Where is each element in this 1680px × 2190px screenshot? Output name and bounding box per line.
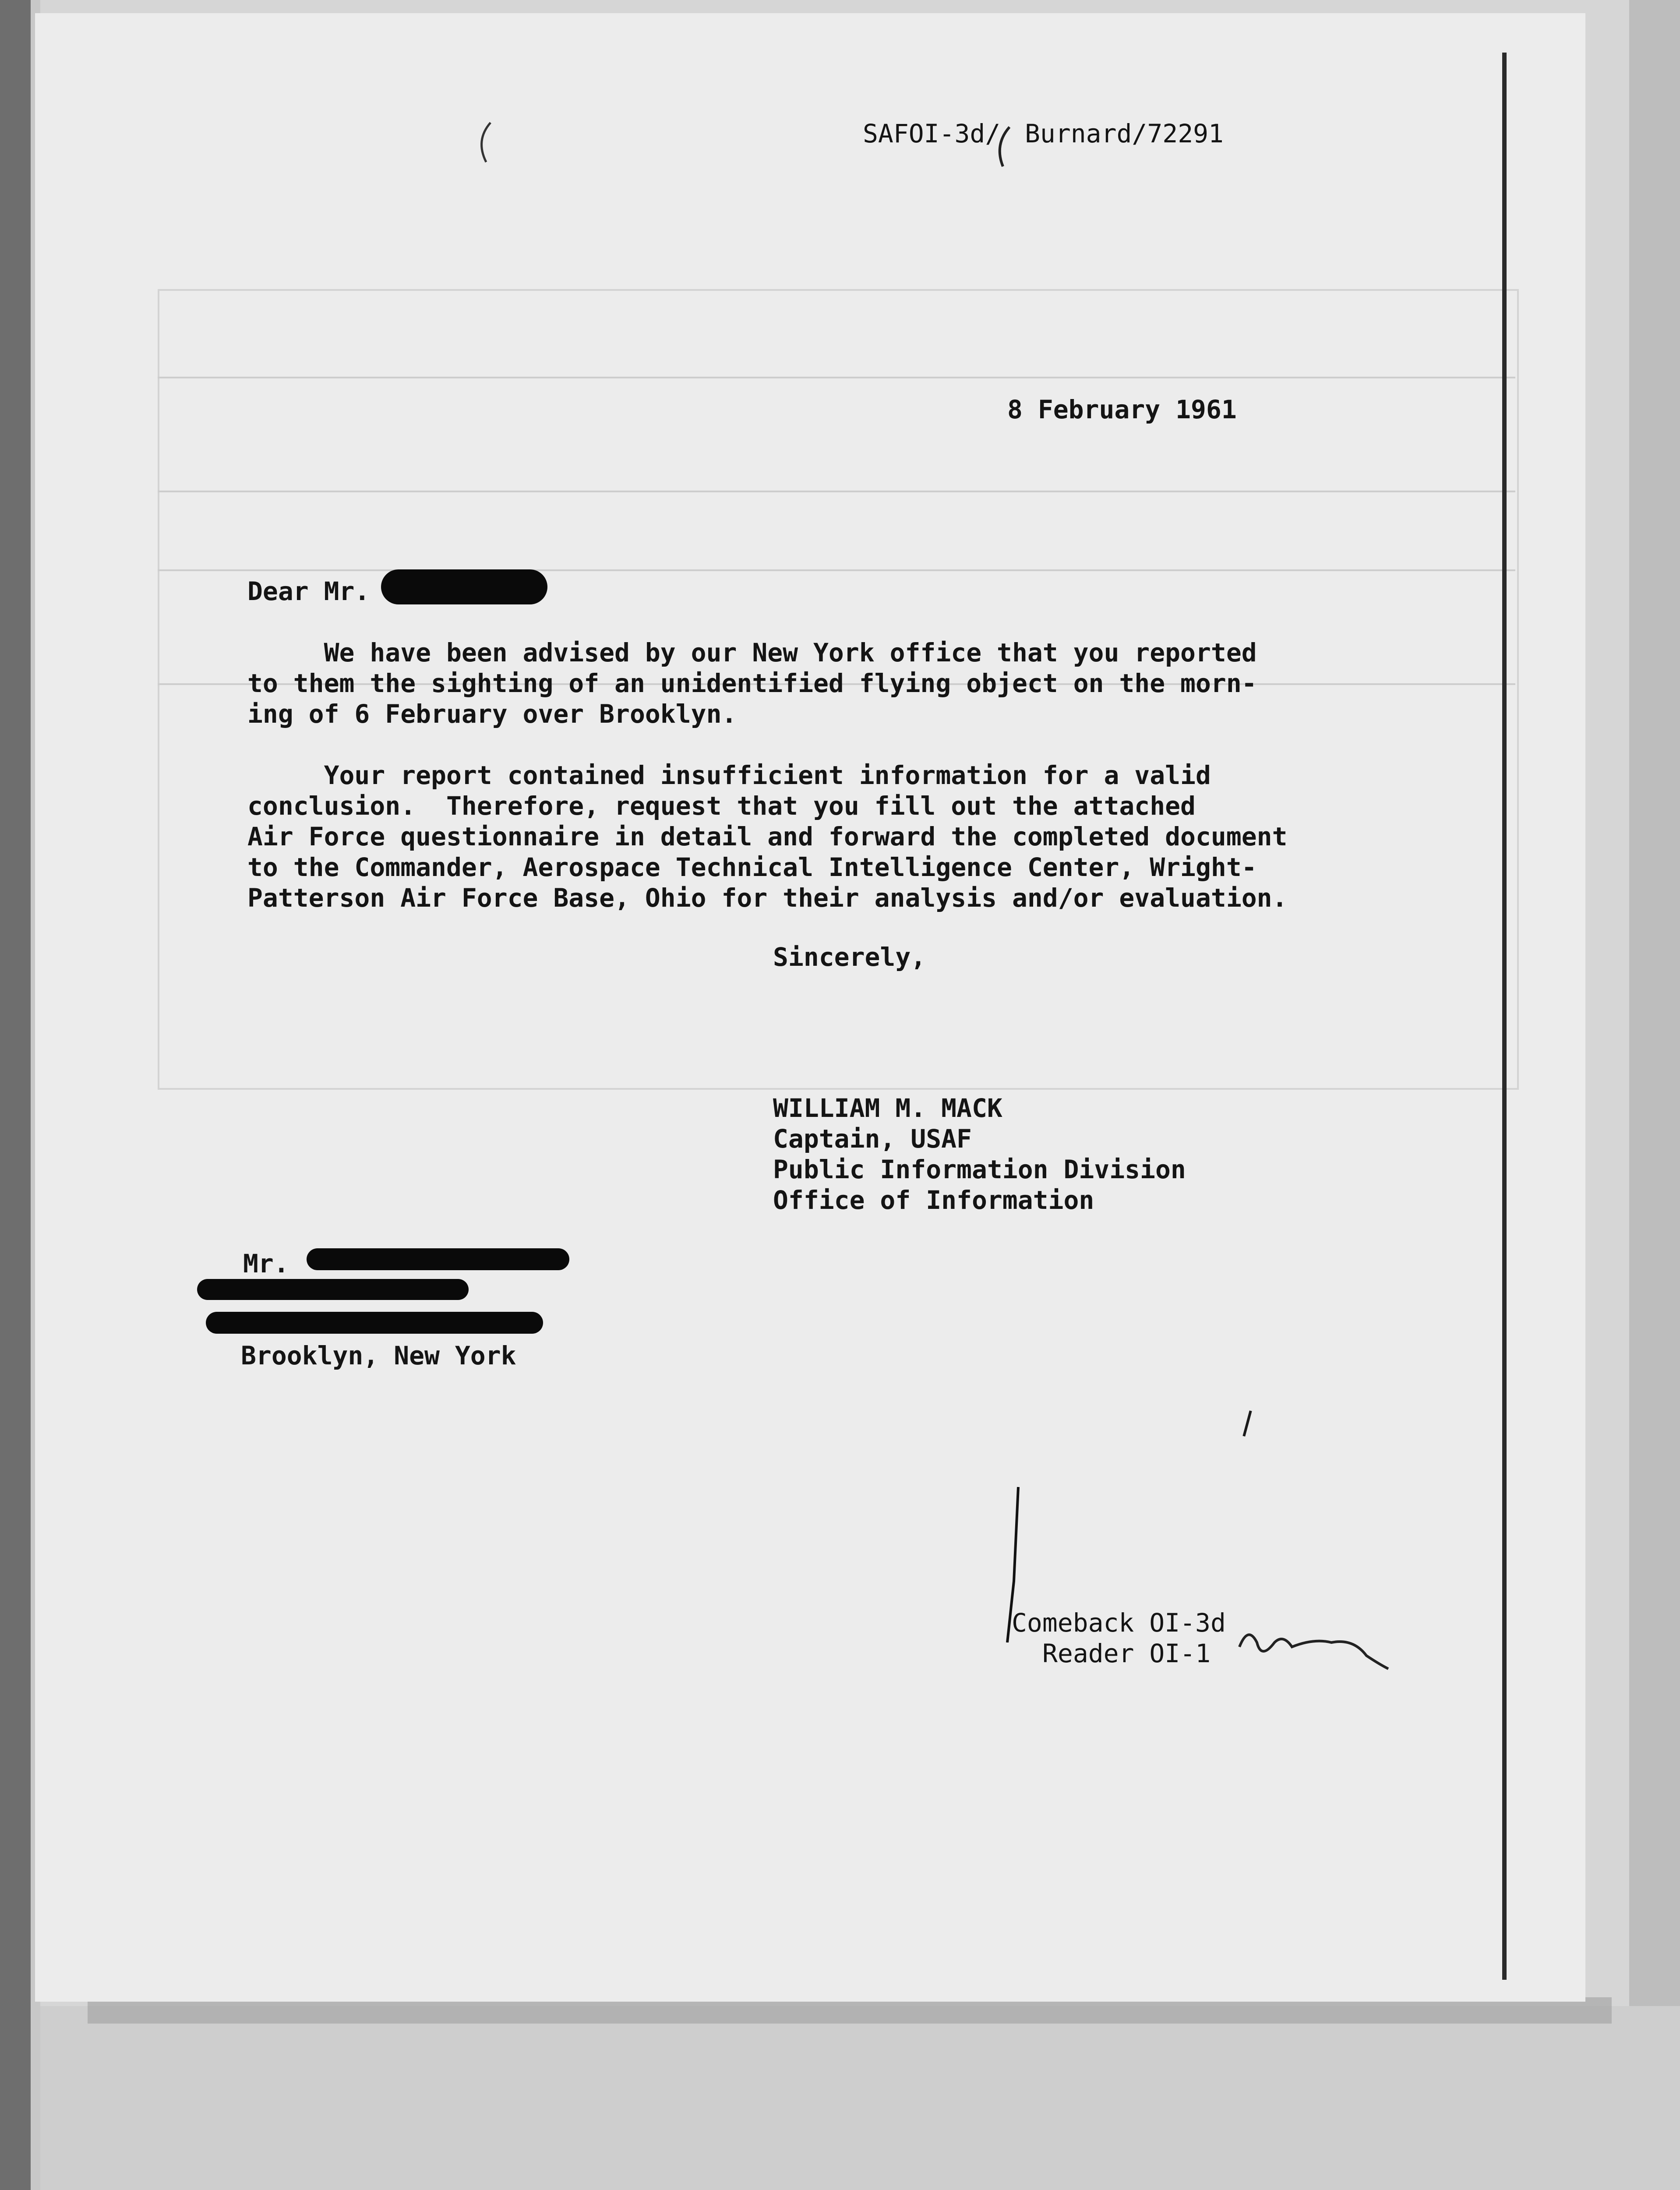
redaction-bar [197, 1279, 469, 1300]
salutation: Dear Mr. [247, 576, 370, 606]
scan-backing [40, 2006, 1680, 2190]
author-code: Burnard/72291 [1025, 119, 1224, 148]
closing: Sincerely, [773, 942, 926, 972]
redaction-bar [206, 1312, 543, 1334]
addressee-city: Brooklyn, New York [241, 1341, 516, 1371]
signer-office: Office of Information [773, 1185, 1094, 1215]
body-line: Patterson Air Force Base, Ohio for their analysis and/or evaluation. [247, 883, 1288, 913]
handwritten-mark-icon [990, 123, 1016, 171]
signer-rank: Captain, USAF [773, 1124, 972, 1154]
handwritten-mark-icon [473, 118, 499, 166]
page-right-rule [1502, 53, 1507, 1980]
body-line: to them the sighting of an unidentified flying object on the morn- [247, 668, 1257, 698]
scan-left-edge [0, 0, 31, 2190]
body-line: ing of 6 February over Brooklyn. [247, 699, 737, 729]
show-through-row [158, 569, 1515, 571]
show-through-row [158, 491, 1515, 492]
signer-division: Public Information Division [773, 1155, 1186, 1184]
file-code: SAFOI-3d/ [863, 119, 1001, 148]
body-line: conclusion. Therefore, request that you fill out the attached [247, 791, 1196, 821]
redaction-bar [381, 569, 547, 604]
show-through-row [158, 377, 1515, 378]
body-line: Air Force questionnaire in detail and forward the completed document [247, 822, 1288, 851]
addressee-prefix: Mr. [243, 1249, 289, 1279]
initials-signature-icon [1235, 1612, 1393, 1682]
letter-date: 8 February 1961 [1007, 395, 1237, 424]
body-line: Your report contained insufficient information for a valid [247, 760, 1211, 790]
routing-comeback: Comeback OI-3d [1012, 1608, 1226, 1638]
body-line: We have been advised by our New York office that you reported [247, 638, 1257, 668]
body-line: to the Commander, Aerospace Technical Intelligence Center, Wright- [247, 852, 1257, 882]
redaction-bar [307, 1248, 569, 1270]
scan-right-edge [1629, 0, 1680, 2190]
routing-reader: Reader OI-1 [1042, 1639, 1211, 1668]
signer-name: WILLIAM M. MACK [773, 1093, 1002, 1123]
